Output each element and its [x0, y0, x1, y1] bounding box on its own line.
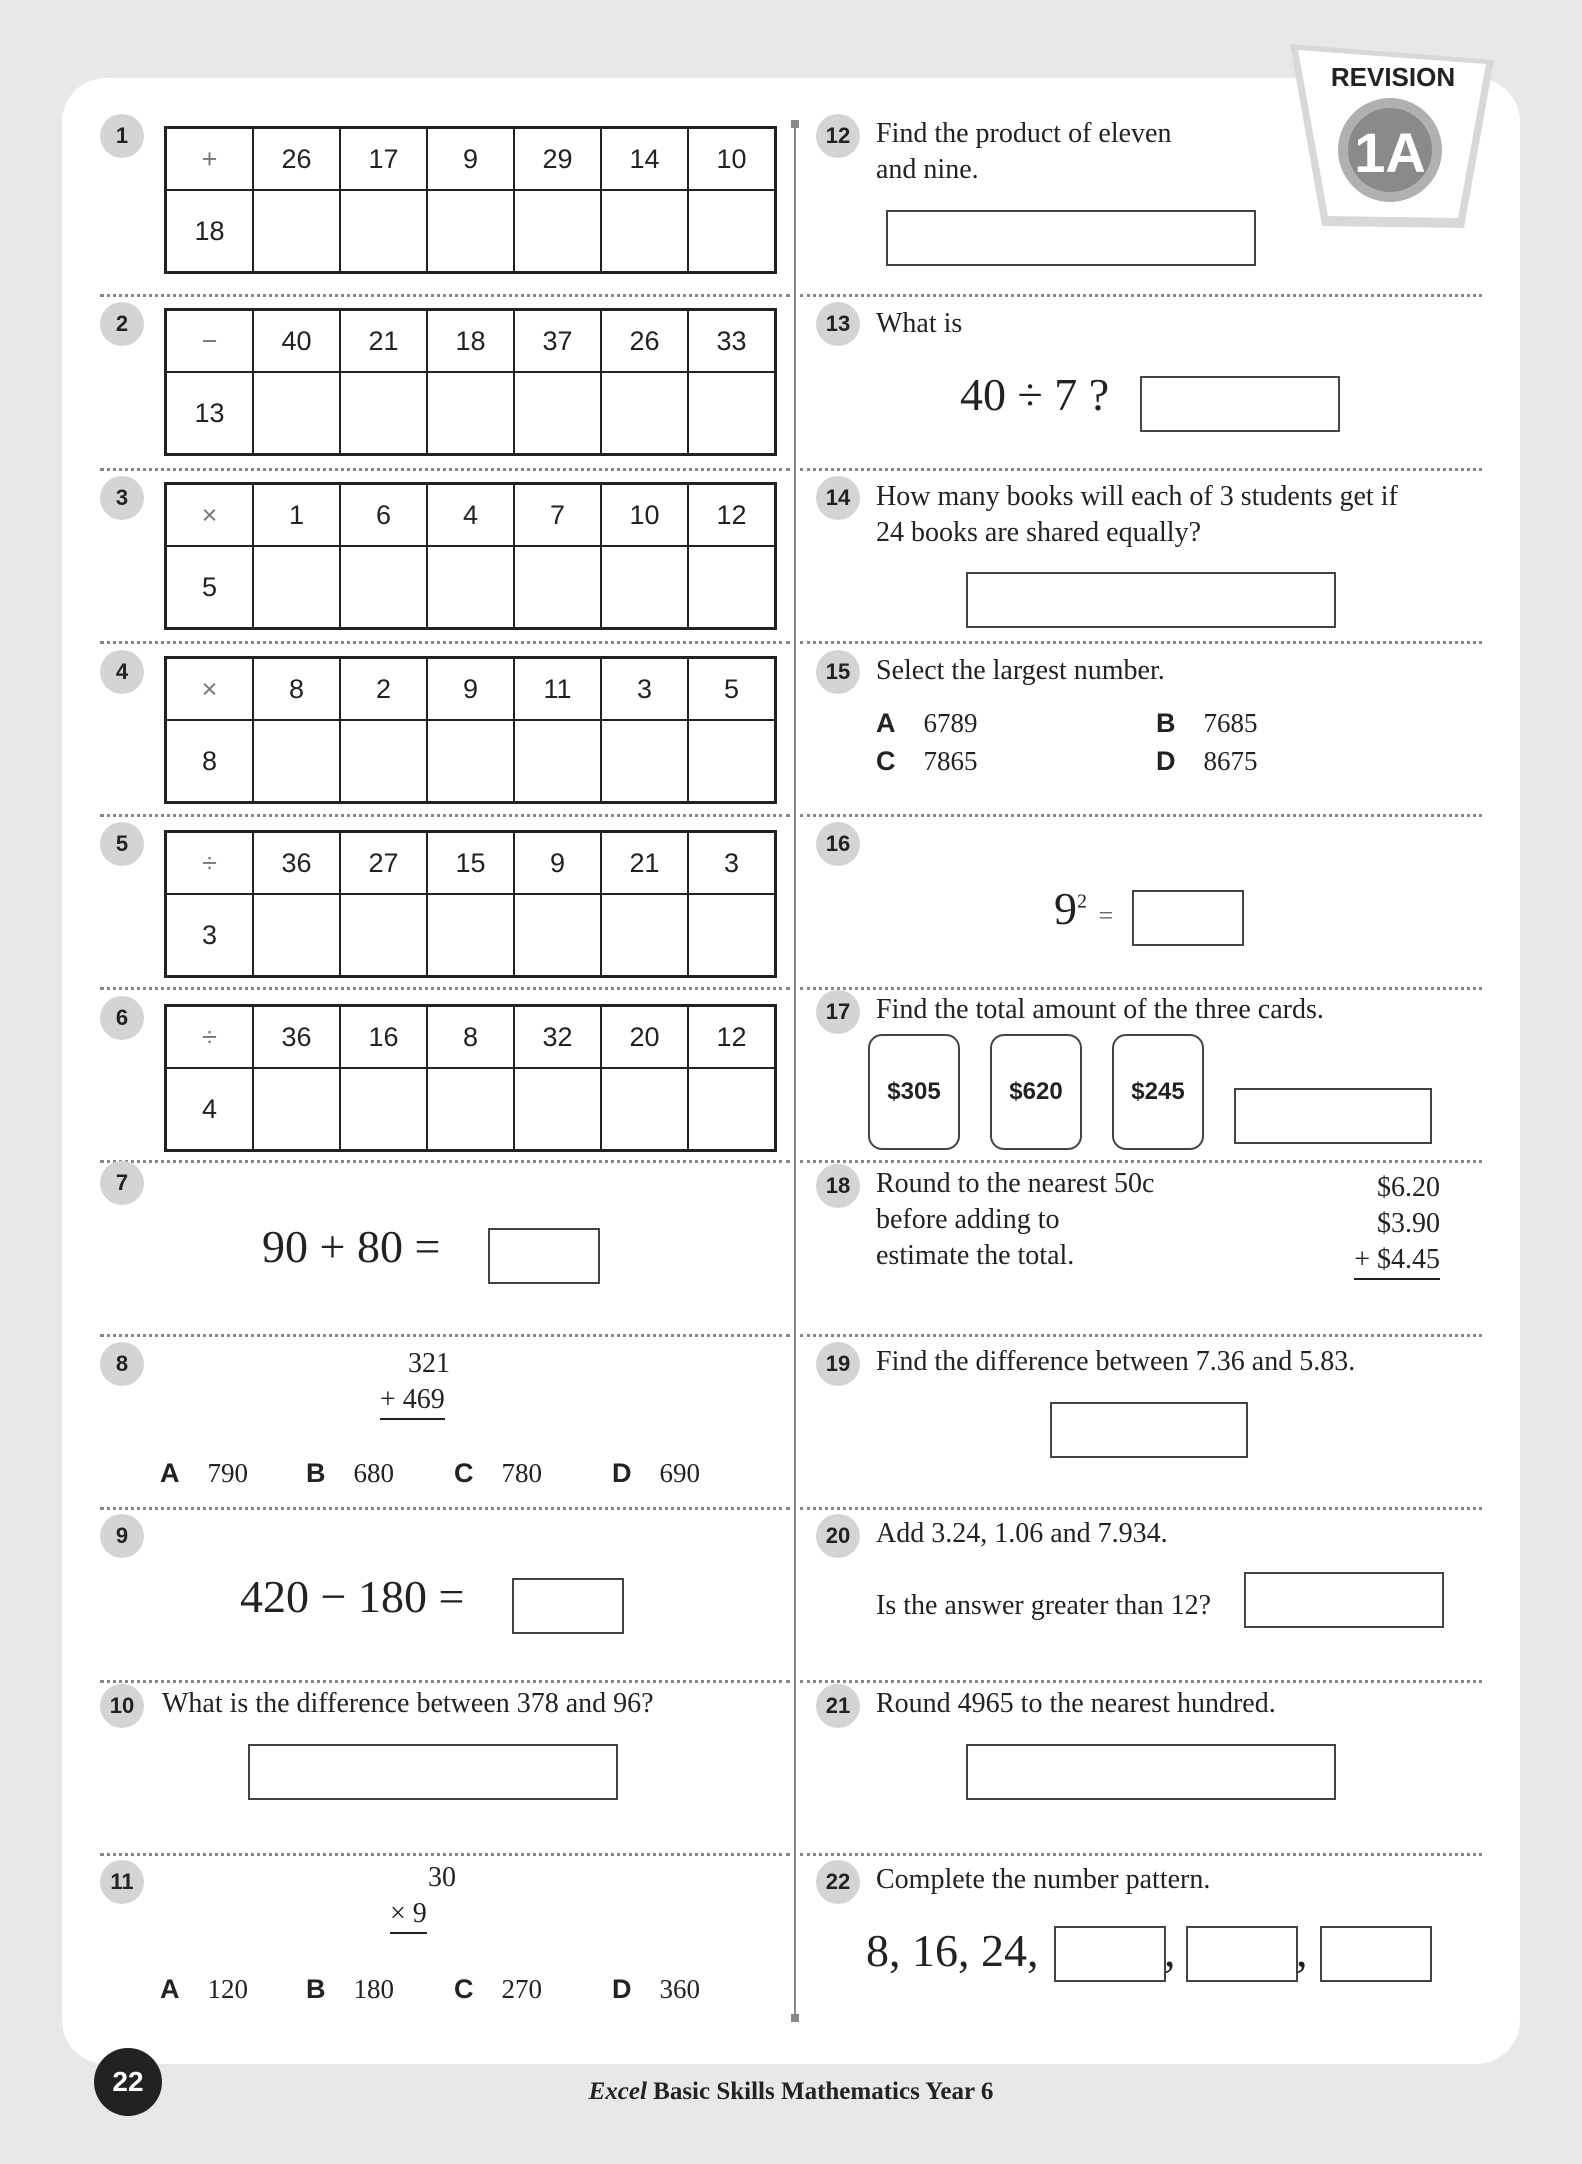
header-cell: 18	[427, 310, 514, 373]
pattern-answer-box[interactable]	[1320, 1926, 1432, 1982]
option-value: 180	[353, 1974, 394, 2004]
separator-comma: ,	[1296, 1925, 1308, 1976]
answer-cell[interactable]	[427, 720, 514, 803]
separator	[800, 1160, 1482, 1163]
question-number: 7	[100, 1161, 144, 1205]
separator	[800, 1334, 1482, 1337]
equation: 420 − 180 =	[240, 1571, 465, 1622]
answer-cell[interactable]	[688, 190, 776, 273]
question-number: 15	[816, 650, 860, 694]
separator	[100, 468, 790, 471]
answer-cell[interactable]	[340, 720, 427, 803]
separator	[800, 1853, 1482, 1856]
option-letter: B	[1156, 708, 1176, 738]
answer-cell[interactable]	[688, 1068, 776, 1151]
question-number: 3	[100, 476, 144, 520]
header-cell: 10	[688, 128, 776, 191]
row-value-cell: 18	[166, 190, 254, 273]
answer-cell[interactable]	[688, 546, 776, 629]
header-cell: 36	[253, 832, 340, 895]
separator	[100, 1680, 790, 1683]
option-value: 120	[207, 1974, 248, 2004]
factor-bottom: × 9	[390, 1896, 427, 1934]
subtraction-grid	[164, 308, 777, 456]
option-letter: D	[612, 1458, 632, 1488]
power-exponent: 2	[1077, 890, 1087, 913]
header-cell: 15	[427, 832, 514, 895]
option-value: 690	[659, 1458, 700, 1488]
footer-title	[0, 2078, 1582, 2106]
addition-grid	[164, 126, 777, 274]
answer-cell[interactable]	[514, 546, 601, 629]
header-cell: 27	[340, 832, 427, 895]
option-letter: A	[160, 1458, 180, 1488]
separator	[800, 814, 1482, 817]
question-text: Select the largest number.	[876, 655, 1165, 686]
question-text: Find the product of eleven	[876, 118, 1172, 149]
header-cell: 20	[601, 1006, 688, 1069]
answer-cell[interactable]	[601, 1068, 688, 1151]
header-cell: 14	[601, 128, 688, 191]
money-card: $245	[1112, 1034, 1204, 1150]
answer-box[interactable]	[1244, 1572, 1444, 1628]
question-number: 5	[100, 822, 144, 866]
addend-bottom: + 469	[380, 1382, 445, 1420]
option-c[interactable]	[454, 1458, 542, 1489]
multiplication-grid	[164, 656, 777, 804]
operator-cell: −	[166, 310, 254, 373]
answer-box[interactable]	[1234, 1088, 1432, 1144]
book-title: Basic Skills Mathematics Year 6	[653, 2078, 994, 2105]
option-value: 7685	[1203, 708, 1258, 738]
answer-cell[interactable]	[340, 546, 427, 629]
answer-cell[interactable]	[253, 1068, 340, 1151]
header-cell: 8	[253, 658, 340, 721]
number-pattern: 8, 16, 24,	[866, 1925, 1039, 1976]
answer-box[interactable]	[1140, 376, 1340, 432]
option-c[interactable]	[876, 746, 978, 777]
answer-cell[interactable]	[427, 546, 514, 629]
money-card: $620	[990, 1034, 1082, 1150]
pattern-answer-box[interactable]	[1186, 1926, 1298, 1982]
answer-cell[interactable]	[340, 190, 427, 273]
question-number: 16	[816, 822, 860, 866]
answer-box[interactable]	[1050, 1402, 1248, 1458]
option-d[interactable]	[1156, 746, 1258, 777]
question-text: Complete the number pattern.	[876, 1864, 1211, 1895]
column-divider	[794, 122, 796, 2020]
header-cell: 5	[688, 658, 776, 721]
row-value-cell: 3	[166, 894, 254, 977]
question-number: 14	[816, 476, 860, 520]
row-value-cell: 4	[166, 1068, 254, 1151]
question-text: What is the difference between 378 and 96?	[162, 1688, 654, 1719]
question-text: before adding to	[876, 1204, 1060, 1235]
header-cell: 10	[601, 484, 688, 547]
separator	[800, 1680, 1482, 1683]
question-number: 10	[100, 1684, 144, 1728]
option-letter: C	[454, 1974, 474, 2004]
amount: $6.20	[1377, 1172, 1440, 1203]
option-letter: B	[306, 1458, 326, 1488]
separator	[100, 1160, 790, 1163]
answer-cell[interactable]	[340, 1068, 427, 1151]
separator	[100, 294, 790, 297]
header-cell: 26	[601, 310, 688, 373]
header-cell: 37	[514, 310, 601, 373]
option-c[interactable]	[454, 1974, 542, 2005]
question-number: 21	[816, 1684, 860, 1728]
answer-cell[interactable]	[688, 372, 776, 455]
separator-comma: ,	[1164, 1925, 1176, 1976]
header-cell: 16	[340, 1006, 427, 1069]
answer-cell[interactable]	[688, 720, 776, 803]
separator	[100, 1334, 790, 1337]
equation: 40 ÷ 7 ?	[960, 369, 1110, 420]
row-value-cell: 13	[166, 372, 254, 455]
question-text: How many books will each of 3 students get if	[876, 481, 1398, 512]
option-value: 8675	[1203, 746, 1258, 776]
answer-box[interactable]	[488, 1228, 600, 1284]
row-value-cell: 8	[166, 720, 254, 803]
header-cell: 12	[688, 484, 776, 547]
option-letter: B	[306, 1974, 326, 2004]
option-letter: C	[876, 746, 896, 776]
header-cell: 1	[253, 484, 340, 547]
answer-box[interactable]	[248, 1744, 618, 1800]
separator	[100, 1507, 790, 1510]
question-number: 4	[100, 650, 144, 694]
question-number: 19	[816, 1342, 860, 1386]
header-cell: 12	[688, 1006, 776, 1069]
option-value: 6789	[923, 708, 978, 738]
question-text: Find the difference between 7.36 and 5.83.	[876, 1346, 1356, 1377]
answer-cell[interactable]	[253, 894, 340, 977]
answer-cell[interactable]	[253, 546, 340, 629]
separator	[800, 1507, 1482, 1510]
question-text: Round 4965 to the nearest hundred.	[876, 1688, 1276, 1719]
header-cell: 26	[253, 128, 340, 191]
power-base: 9	[1054, 883, 1077, 934]
header-cell: 3	[601, 658, 688, 721]
question-text: What is	[876, 308, 963, 339]
revision-code: 1A	[1354, 121, 1426, 184]
factor-top: 30	[428, 1862, 456, 1893]
header-cell: 33	[688, 310, 776, 373]
amount: + $4.45	[1354, 1242, 1440, 1280]
row-value-cell: 5	[166, 546, 254, 629]
question-text: and nine.	[876, 154, 979, 185]
answer-cell[interactable]	[253, 720, 340, 803]
header-cell: 17	[340, 128, 427, 191]
header-cell: 29	[514, 128, 601, 191]
header-cell: 7	[514, 484, 601, 547]
answer-cell[interactable]	[601, 894, 688, 977]
pattern-answer-box[interactable]	[1054, 1926, 1166, 1982]
answer-box[interactable]	[966, 572, 1336, 628]
money-card: $305	[868, 1034, 960, 1150]
separator	[800, 468, 1482, 471]
operator-cell: ×	[166, 658, 254, 721]
division-grid	[164, 1004, 777, 1152]
answer-cell[interactable]	[340, 894, 427, 977]
option-b[interactable]	[306, 1458, 394, 1489]
option-letter: A	[160, 1974, 180, 2004]
separator	[800, 294, 1482, 297]
answer-box[interactable]	[966, 1744, 1336, 1800]
option-b[interactable]	[1156, 708, 1258, 739]
option-value: 270	[501, 1974, 542, 2004]
amount: $3.90	[1377, 1208, 1440, 1239]
brand-name: Excel	[588, 2078, 647, 2105]
answer-cell[interactable]	[514, 190, 601, 273]
question-number: 9	[100, 1514, 144, 1558]
answer-cell[interactable]	[340, 372, 427, 455]
header-cell: 11	[514, 658, 601, 721]
operator-cell: ×	[166, 484, 254, 547]
equation: 90 + 80 =	[262, 1221, 441, 1272]
header-cell: 36	[253, 1006, 340, 1069]
page-number: 22	[94, 2048, 162, 2116]
question-text: estimate the total.	[876, 1240, 1075, 1271]
question-number: 6	[100, 996, 144, 1040]
equals-sign: =	[1098, 901, 1114, 930]
revision-label: REVISION	[1330, 62, 1456, 92]
answer-cell[interactable]	[514, 894, 601, 977]
option-letter: A	[876, 708, 896, 738]
operator-cell: ÷	[166, 1006, 254, 1069]
option-letter: D	[1156, 746, 1176, 776]
addend-top: 321	[408, 1348, 450, 1379]
question-number: 18	[816, 1164, 860, 1208]
question-text: Round to the nearest 50c	[876, 1168, 1155, 1199]
answer-cell[interactable]	[427, 372, 514, 455]
question-number: 12	[816, 114, 860, 158]
separator	[800, 987, 1482, 990]
answer-cell[interactable]	[601, 372, 688, 455]
separator	[100, 814, 790, 817]
option-d[interactable]	[612, 1458, 700, 1489]
option-letter: C	[454, 1458, 474, 1488]
answer-box[interactable]	[512, 1578, 624, 1634]
power-expression	[1054, 882, 1113, 935]
answer-cell[interactable]	[601, 190, 688, 273]
header-cell: 9	[427, 658, 514, 721]
option-value: 790	[207, 1458, 248, 1488]
header-cell: 40	[253, 310, 340, 373]
question-number: 2	[100, 302, 144, 346]
header-cell: 8	[427, 1006, 514, 1069]
option-letter: D	[612, 1974, 632, 2004]
header-cell: 6	[340, 484, 427, 547]
question-text: Find the total amount of the three cards.	[876, 994, 1324, 1025]
division-grid	[164, 830, 777, 978]
header-cell: 32	[514, 1006, 601, 1069]
header-cell: 9	[514, 832, 601, 895]
question-number: 13	[816, 302, 860, 346]
answer-cell[interactable]	[514, 720, 601, 803]
header-cell: 2	[340, 658, 427, 721]
answer-cell[interactable]	[253, 190, 340, 273]
answer-cell[interactable]	[601, 546, 688, 629]
header-cell: 21	[601, 832, 688, 895]
answer-cell[interactable]	[601, 720, 688, 803]
answer-box[interactable]	[1132, 890, 1244, 946]
operator-cell: +	[166, 128, 254, 191]
separator	[100, 1853, 790, 1856]
question-number: 22	[816, 1860, 860, 1904]
option-value: 780	[501, 1458, 542, 1488]
option-b[interactable]	[306, 1974, 394, 2005]
answer-cell[interactable]	[688, 894, 776, 977]
question-text: Is the answer greater than 12?	[876, 1590, 1212, 1621]
answer-cell[interactable]	[427, 1068, 514, 1151]
operator-cell: ÷	[166, 832, 254, 895]
option-a[interactable]	[876, 708, 978, 739]
multiplication-grid	[164, 482, 777, 630]
answer-cell[interactable]	[514, 1068, 601, 1151]
question-number: 11	[100, 1860, 144, 1904]
option-value: 680	[353, 1458, 394, 1488]
question-text: 24 books are shared equally?	[876, 517, 1201, 548]
option-d[interactable]	[612, 1974, 700, 2005]
option-value: 7865	[923, 746, 978, 776]
separator	[100, 641, 790, 644]
separator	[100, 987, 790, 990]
question-number: 17	[816, 990, 860, 1034]
question-number: 1	[100, 114, 144, 158]
option-a[interactable]	[160, 1974, 248, 2005]
answer-cell[interactable]	[427, 190, 514, 273]
option-a[interactable]	[160, 1458, 248, 1489]
header-cell: 3	[688, 832, 776, 895]
header-cell: 21	[340, 310, 427, 373]
header-cell: 4	[427, 484, 514, 547]
answer-cell[interactable]	[427, 894, 514, 977]
separator	[800, 641, 1482, 644]
question-number: 8	[100, 1342, 144, 1386]
answer-box[interactable]	[886, 210, 1256, 266]
answer-cell[interactable]	[514, 372, 601, 455]
question-text: Add 3.24, 1.06 and 7.934.	[876, 1518, 1168, 1549]
answer-cell[interactable]	[253, 372, 340, 455]
question-number: 20	[816, 1514, 860, 1558]
option-value: 360	[659, 1974, 700, 2004]
header-cell: 9	[427, 128, 514, 191]
